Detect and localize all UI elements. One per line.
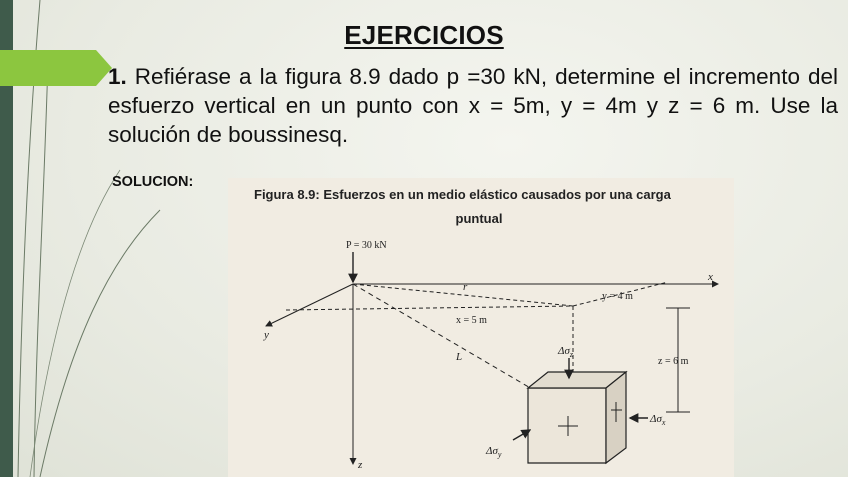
y-axis — [266, 284, 353, 326]
exercise-number: 1. — [108, 64, 127, 89]
sigma-y-label: $\Delta\sigma_y$ — [486, 445, 502, 459]
exercise-statement — [108, 62, 838, 149]
stress-element-cube — [528, 372, 626, 463]
y-dim-label: y = 4 m — [602, 291, 633, 302]
x-axis-label: x — [708, 271, 713, 283]
sigma-x-label: $\Delta\sigma_x$ — [650, 413, 666, 427]
z-axis-label: z — [358, 459, 363, 471]
boussinesq-diagram — [228, 178, 734, 477]
figure-8-9 — [228, 178, 734, 477]
green-arrow-marker — [0, 50, 112, 86]
x-dim-label: x = 5 m — [456, 315, 487, 326]
exercise-text: Refiérase a la figura 8.9 dado p =30 kN, determine el incremento del esfuerzo vertical en un punto con x = 5m, y = 4m y z = 6 m. Use la solución de boussinesq. — [108, 64, 838, 147]
load-label: P = 30 kN — [346, 240, 387, 251]
figure-caption-line1: Figura 8.9: Esfuerzos en un medio elástico causados por una carga — [254, 187, 671, 202]
figure-caption-line2: puntual — [455, 211, 503, 226]
x-dim-line — [286, 306, 573, 310]
l-label: L — [456, 351, 463, 363]
sigma-z-label: $\Delta\sigma_z$ — [558, 345, 574, 359]
page-title: EJERCICIOS — [344, 20, 504, 50]
solution-label: SOLUCION: — [112, 174, 194, 190]
y-axis-label: y — [264, 329, 269, 341]
r-label: r — [463, 281, 468, 293]
z-dim-label: z = 6 m — [658, 356, 689, 367]
